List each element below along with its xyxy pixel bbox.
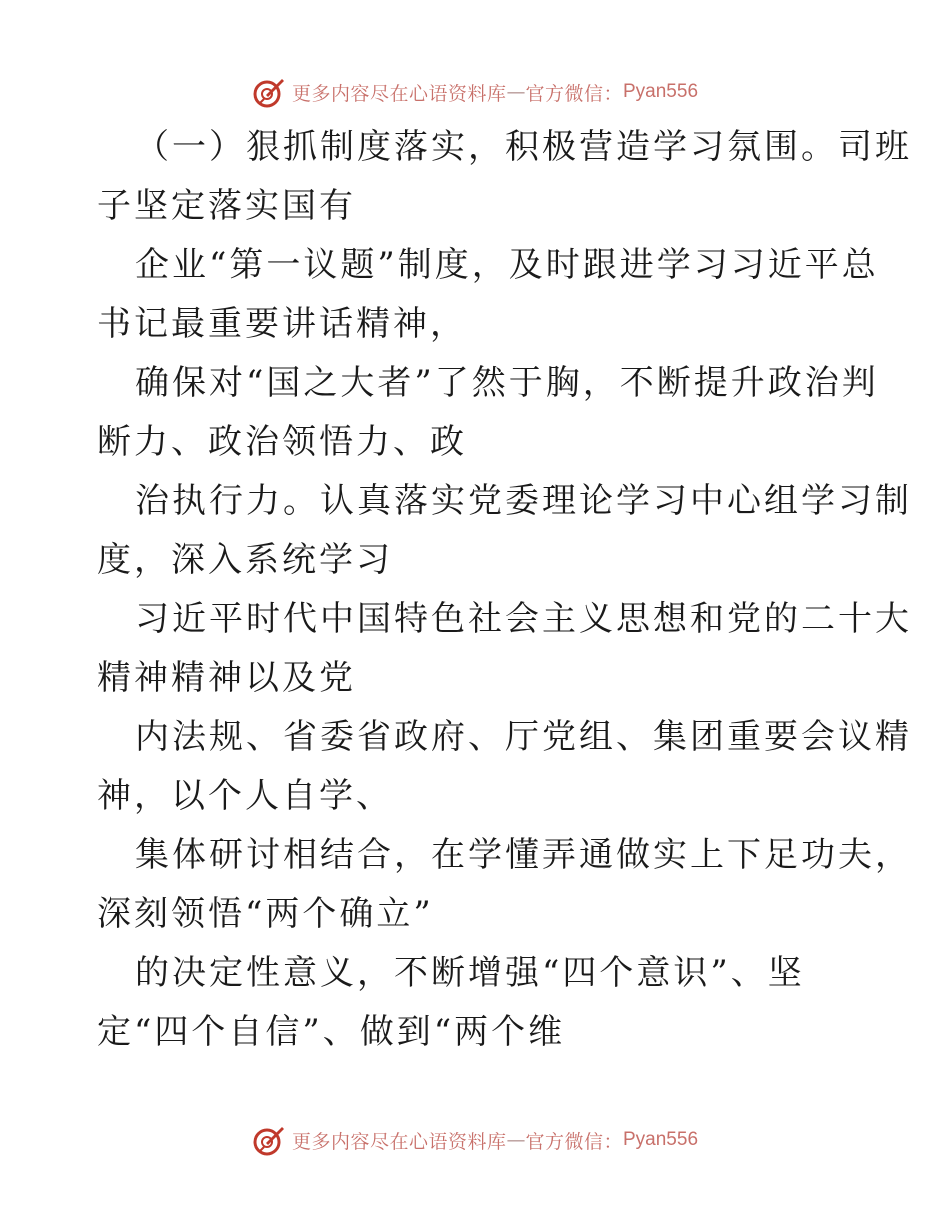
watermark-label: 官方微信： xyxy=(525,1130,623,1153)
paragraph-line: 治执行力。认真落实党委理论学习中心组学习制 xyxy=(135,481,912,521)
paragraph-line: 确保对“国之大者”了然于胸，不断提升政治判 xyxy=(135,363,879,403)
watermark-logo-icon xyxy=(252,1123,286,1157)
paragraph-line: 精神精神以及党 xyxy=(97,658,356,698)
paragraph-line: 内法规、省委省政府、厅党组、集团重要会议精 xyxy=(135,717,912,757)
paragraph-7 xyxy=(97,826,912,944)
paragraph-line: 集体研讨相结合，在学懂弄通做实上下足功夫， xyxy=(135,835,912,875)
watermark-dash: — xyxy=(506,81,526,103)
paragraph-line: 企业“第一议题”制度，及时跟进学习习近平总 xyxy=(135,245,879,285)
paragraph-5 xyxy=(97,590,912,708)
paragraph-line: 度，深入系统学习 xyxy=(97,540,393,580)
watermark-label: 官方微信： xyxy=(525,82,623,105)
paragraph-8 xyxy=(97,944,857,1062)
document-body xyxy=(97,118,912,1062)
paragraph-line: 子坚定落实国有 xyxy=(97,186,356,226)
paragraph-line: 定“四个自信”、做到“两个维 xyxy=(97,1012,566,1052)
footer-watermark xyxy=(0,1120,950,1160)
paragraph-line: 习近平时代中国特色社会主义思想和党的二十大 xyxy=(135,599,912,639)
paragraph-line: 的决定性意义，不断增强“四个意识”、坚 xyxy=(135,953,805,993)
paragraph-6 xyxy=(97,708,912,826)
paragraph-line: 深刻领悟“两个确立” xyxy=(97,894,434,934)
watermark-logo-icon xyxy=(252,75,286,109)
paragraph-line: 书记最重要讲话精神， xyxy=(97,304,467,344)
watermark-text: 更多内容尽在心语资料库 xyxy=(291,82,507,105)
watermark-text: 更多内容尽在心语资料库 xyxy=(291,1130,507,1153)
paragraph-4 xyxy=(97,472,912,590)
watermark-dash: — xyxy=(506,1129,526,1151)
paragraph-1 xyxy=(97,118,912,236)
watermark-id: Pyan556 xyxy=(623,1129,699,1150)
paragraph-line: （一）狠抓制度落实，积极营造学习氛围。司班 xyxy=(135,127,912,167)
watermark-id: Pyan556 xyxy=(623,81,699,102)
paragraph-3 xyxy=(97,354,879,472)
header-watermark xyxy=(0,72,950,112)
paragraph-line: 神，以个人自学、 xyxy=(97,776,393,816)
paragraph-2 xyxy=(97,236,879,354)
paragraph-line: 断力、政治领悟力、政 xyxy=(97,422,467,462)
